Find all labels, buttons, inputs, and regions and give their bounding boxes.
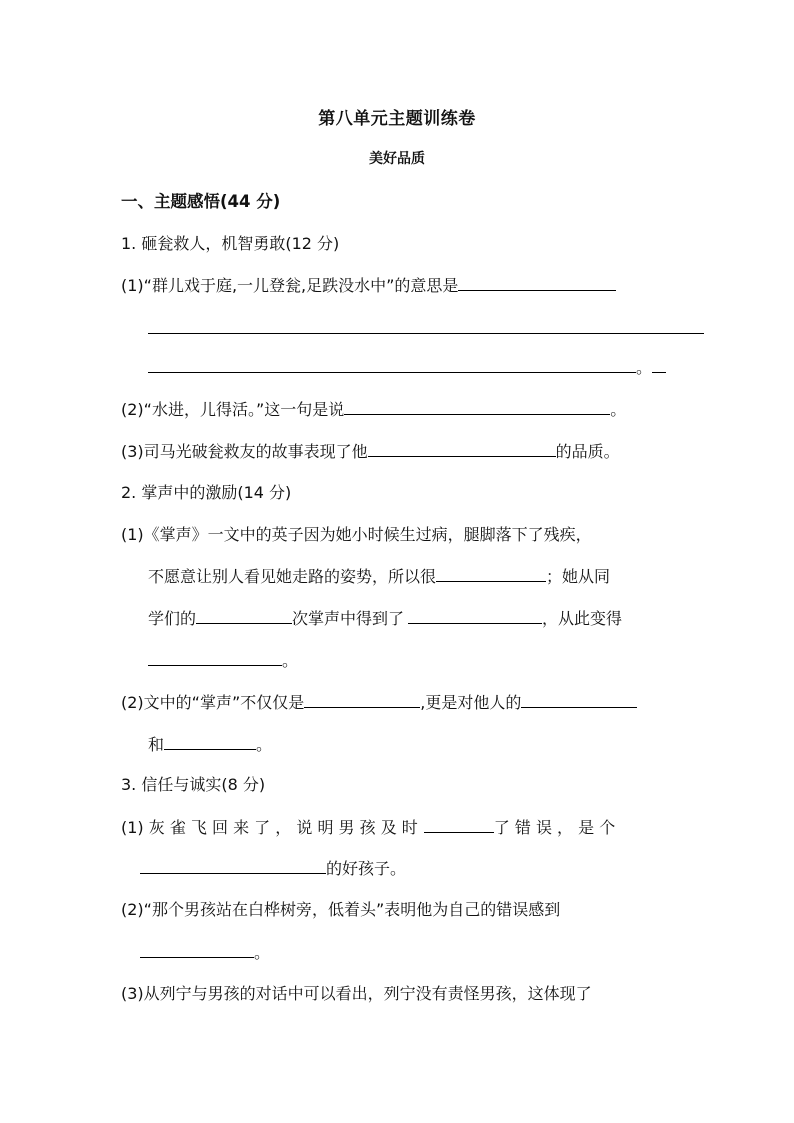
worksheet-title: 第八单元主题训练卷 (318, 109, 476, 129)
q2-part1-blank-2[interactable] (196, 607, 292, 624)
q2-part2-blank-3[interactable] (164, 733, 256, 750)
q2-part2-line2-end: 。 (256, 735, 273, 754)
q3-heading: 3. 信任与诚实(8 分) (121, 775, 266, 794)
q3-part1-blank-1[interactable] (424, 816, 494, 833)
q1-heading: 1. 砸瓮救人，机智勇敢(12 分) (121, 234, 340, 253)
q1-part3-text: (3)司马光破瓮救友的故事表现了他 (121, 442, 368, 461)
q1-part3-blank[interactable] (368, 440, 556, 457)
worksheet-subtitle: 美好品质 (369, 151, 425, 167)
q1-part1 (121, 274, 616, 297)
q3-part2-line1: (2)“那个男孩站在白桦树旁，低着头”表明他为自己的错误感到 (121, 900, 561, 919)
q3-part1-line2 (140, 857, 406, 880)
q2-part1-line2-tail: ；她从同 (546, 567, 611, 586)
section-heading-1: 一、主题感悟(44 分) (121, 192, 281, 211)
q2-part2-line2-text: 和 (148, 735, 165, 754)
q2-part1-blank-4[interactable] (148, 649, 282, 666)
q3-part1-line1 (121, 816, 615, 839)
q1-part2-blank[interactable] (344, 398, 610, 415)
q2-part1-line3-text-b: 次掌声中得到了 (292, 609, 405, 628)
q1-part2-text: (2)“水进，儿得活。”这一句是说 (121, 400, 345, 419)
q1-part3 (121, 440, 620, 463)
q1-part1-blank-tail (652, 356, 666, 373)
q3-part2-blank[interactable] (140, 941, 254, 958)
q2-part2-line1-text-b: ,更是对他人的 (420, 693, 522, 712)
q2-part2-blank-2[interactable] (521, 691, 637, 708)
q2-part1-blank-1[interactable] (436, 565, 546, 582)
q3-part1-line1-text-a: (1) 灰 雀 飞 回 来 了 ， 说 明 男 孩 及 时 (121, 818, 418, 837)
q3-part2-line2 (140, 941, 270, 964)
q2-part1-line3-text-c: ，从此变得 (542, 609, 623, 628)
q1-part1-end: 。 (636, 358, 653, 377)
q2-part2-line2 (148, 733, 272, 756)
q1-part1-blank-1[interactable] (458, 274, 616, 291)
q2-part1-blank-3[interactable] (408, 607, 542, 624)
q2-part1-line2 (148, 565, 610, 588)
q2-part1-line3 (148, 607, 622, 630)
q2-part1-line2-text: 不愿意让别人看见她走路的姿势，所以很 (148, 567, 437, 586)
q3-part3-line1: (3)从列宁与男孩的对话中可以看出，列宁没有责怪男孩，这体现了 (121, 984, 592, 1003)
q3-part1-blank-2[interactable] (140, 857, 326, 874)
q2-part2-line1-text-a: (2)文中的“掌声”不仅仅是 (121, 693, 305, 712)
q2-part2-blank-1[interactable] (304, 691, 420, 708)
q3-part1-line2-end: 的好孩子。 (326, 859, 407, 878)
q1-part2-end: 。 (610, 400, 627, 419)
q2-part1-line3-text-a: 学们的 (148, 609, 197, 628)
q2-part1-line1: (1)《掌声》一文中的英子因为她小时候生过病，腿脚落下了残疾， (121, 525, 592, 544)
q1-part1-text: (1)“群儿戏于庭,一儿登瓮,足跌没水中”的意思是 (121, 276, 459, 295)
q3-part2-line2-end: 。 (254, 943, 271, 962)
q2-part1-line4-end: 。 (282, 651, 299, 670)
q2-part1-line4 (148, 649, 298, 672)
q1-part1-blank-2[interactable] (148, 333, 704, 334)
q1-part3-end: 的品质。 (555, 442, 620, 461)
q1-part2 (121, 398, 626, 421)
q3-part1-line1-text-b: 了 错 误 ， 是 个 (493, 818, 616, 837)
q1-part1-line3 (148, 356, 666, 379)
q1-part1-blank-3[interactable] (148, 356, 636, 373)
q2-heading: 2. 掌声中的激励(14 分) (121, 483, 292, 502)
q2-part2-line1 (121, 691, 637, 714)
